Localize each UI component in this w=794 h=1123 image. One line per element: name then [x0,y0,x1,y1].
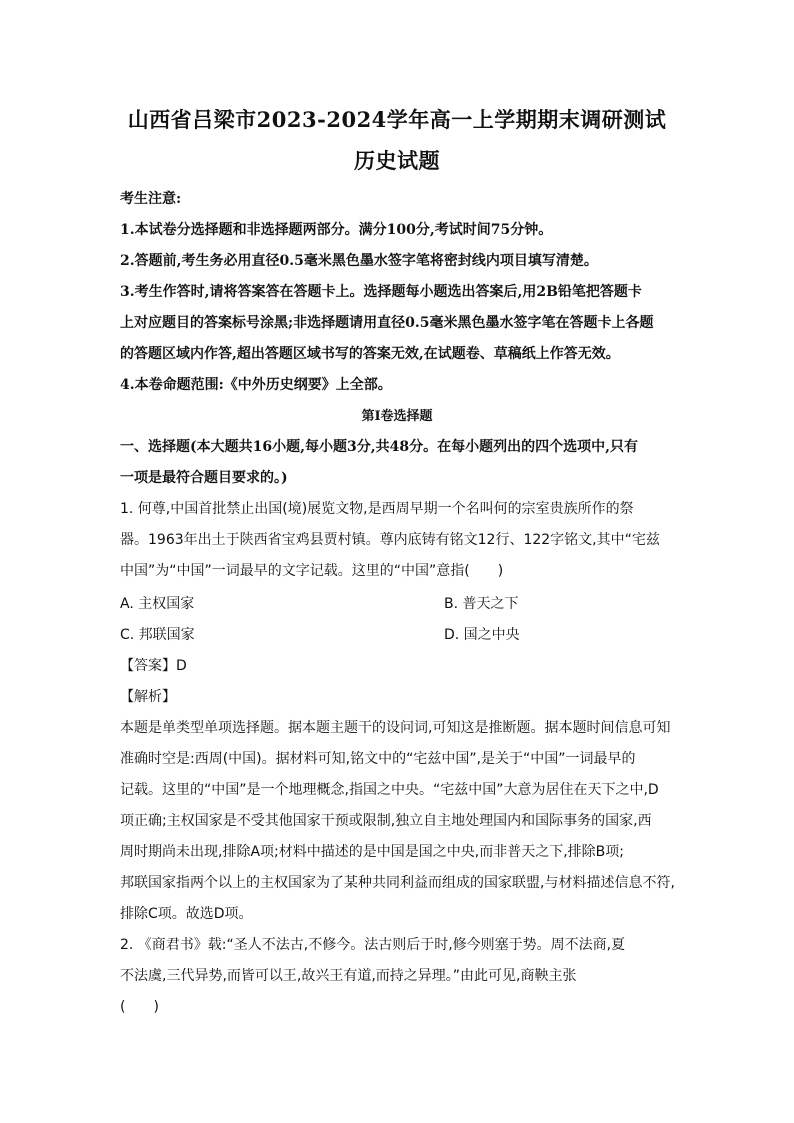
notice-line: 的答题区域内作答,超出答题区域书写的答案无效,在试题卷、草稿纸上作答无效。 [120,346,620,362]
question-2-stem: 不法虞,三代异势,而皆可以王,故兴王有道,而持之异理。”由此可见,商鞅主张 [120,968,577,984]
analysis-text: 邦联国家指两个以上的主权国家为了某种共同利益而组成的国家联盟,与材料描述信息不符, [120,875,675,891]
analysis-text: 排除C项。故选D项。 [120,906,253,922]
question-1-stem: 1. 何尊,中国首批禁止出国(境)展览文物,是西周早期一个名叫何的宗室贵族所作的祭 [120,501,634,517]
option-a: A. 主权国家 [120,596,195,612]
question-2-stem: ( ) [120,999,159,1015]
option-c: C. 邦联国家 [120,627,195,643]
section-title: 第Ⅰ卷选择题 [361,409,433,424]
question-2-stem: 2. 《商君书》载:“圣人不法古,不修今。法古则后于时,修今则塞于势。周不法商,夏 [120,937,626,953]
analysis-text: 准确时空是:西周(中国)。据材料可知,铭文中的“宅兹中国”,是关于“中国”一词最早的 [120,751,636,767]
analysis-text: 项正确;主权国家是不受其他国家干预或限制,独立自主地处理国内和国际事务的国家,西 [120,813,652,829]
section-instruction: 一、选择题(本大题共16小题,每小题3分,共48分。在每小题列出的四个选项中,只有 [120,439,638,455]
analysis-text: 本题是单类型单项选择题。据本题主题干的设问词,可知这是推断题。据本题时间信息可知 [120,720,671,736]
notice-line: 4.本卷命题范围:《中外历史纲要》上全部。 [120,377,392,393]
notice-line: 上对应题目的答案标号涂黑;非选择题请用直径0.5毫米黑色墨水签字笔在答题卡上各题 [120,315,654,331]
option-d: D. 国之中央 [444,627,520,643]
section-instruction: 一项是最符合题目要求的。) [120,470,288,486]
notice-line: 3.考生作答时,请将答案答在答题卡上。选择题每小题选出答案后,用2B铅笔把答题卡 [120,284,642,300]
analysis-label: 【解析】 [120,689,176,705]
notice-heading: 考生注意: [120,191,182,207]
notice-line: 1.本试卷分选择题和非选择题两部分。满分100分,考试时间75分钟。 [120,222,553,238]
notice-line: 2.答题前,考生务必用直径0.5毫米黑色墨水签字笔将密封线内项目填写清楚。 [120,253,598,269]
question-1-stem: 中国”为“中国”一词最早的文字记载。这里的“中国”意指( ) [120,563,504,579]
exam-subtitle: 历史试题 [354,148,440,173]
analysis-text: 周时期尚未出现,排除A项;材料中描述的是中国是国之中央,而非普天之下,排除B项; [120,844,624,860]
question-1-stem: 器。1963年出土于陕西省宝鸡县贾村镇。尊内底铸有铭文12行、122字铭文,其中“宅兹 [120,532,660,548]
option-b: B. 普天之下 [444,596,519,612]
answer-label: 【答案】D [120,658,187,674]
analysis-text: 记载。这里的“中国”是一个地理概念,指国之中央。“宅兹中国”大意为居住在天下之中,D [120,782,659,798]
exam-title: 山西省吕梁市2023-2024学年高一上学期期末调研测试 [127,107,667,132]
